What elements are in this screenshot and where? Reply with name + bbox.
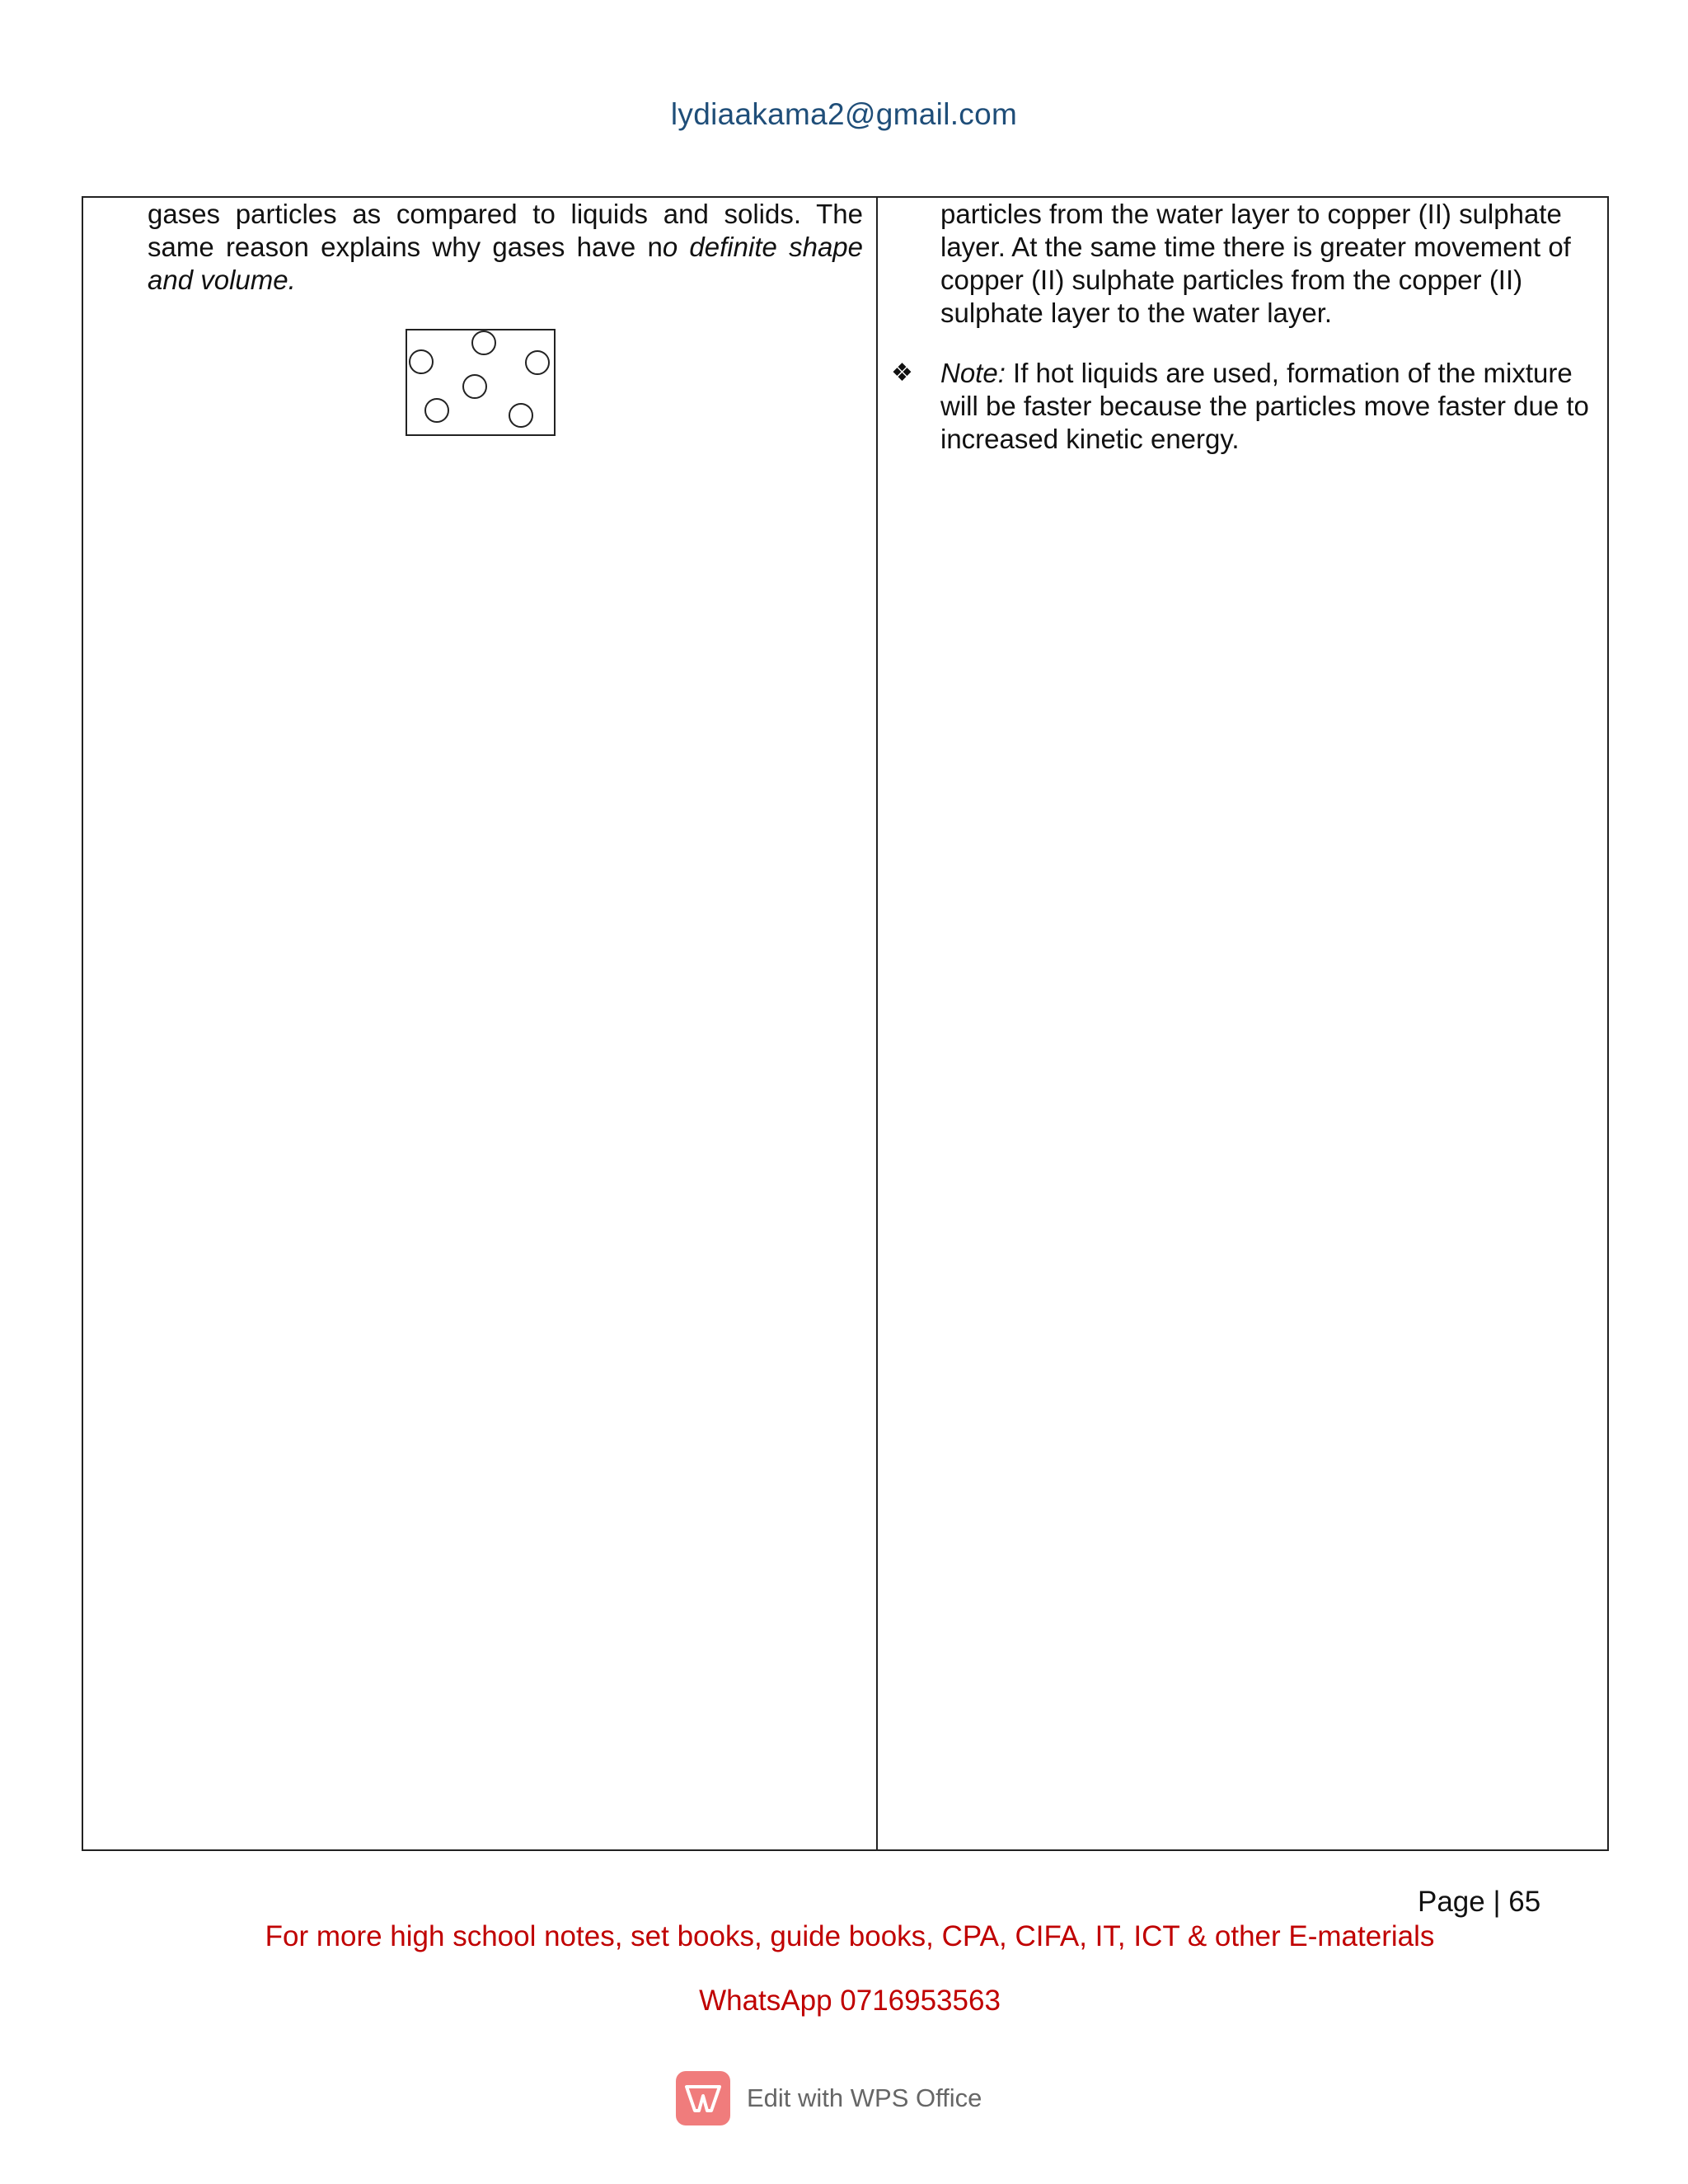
left-column bbox=[148, 198, 863, 297]
left-text: gases particles as compared to liquids and solids. The same reason explains why gases have n bbox=[148, 199, 863, 262]
page-number: Page | 65 bbox=[1418, 1886, 1541, 1918]
edit-with-wps-button[interactable] bbox=[676, 2070, 982, 2126]
right-column bbox=[891, 198, 1600, 456]
content-table bbox=[82, 196, 1609, 1851]
note-text: If hot liquids are used, formation of the mixture will be faster because the particles move faster due to increased kinetic energy. bbox=[940, 358, 1589, 454]
diamond-bullet-icon: ❖ bbox=[891, 359, 913, 387]
left-text-italic: o definite shape and volume. bbox=[148, 232, 864, 295]
gas-particles-diagram bbox=[406, 329, 557, 438]
wps-label: Edit with WPS Office bbox=[747, 2083, 982, 2112]
whatsapp-contact: WhatsApp 0716953563 bbox=[699, 1985, 1001, 2017]
left-paragraph bbox=[148, 198, 863, 297]
header-email: lydiaakama2@gmail.com bbox=[670, 97, 1018, 131]
right-paragraph: particles from the water layer to copper (II) sulphate layer. At the same time there is greater movement of copper (II) sulphate particles from the copper (II) sulphate layer to the water layer. bbox=[940, 199, 1571, 328]
note-item bbox=[891, 357, 1600, 456]
wps-office-logo-icon bbox=[676, 2071, 730, 2125]
promo-text: For more high school notes, set books, guide books, CPA, CIFA, IT, ICT & other E-materials bbox=[265, 1920, 1435, 1952]
note-label: Note: bbox=[940, 358, 1006, 388]
column-divider bbox=[876, 198, 878, 1849]
note-paragraph bbox=[940, 357, 1600, 456]
